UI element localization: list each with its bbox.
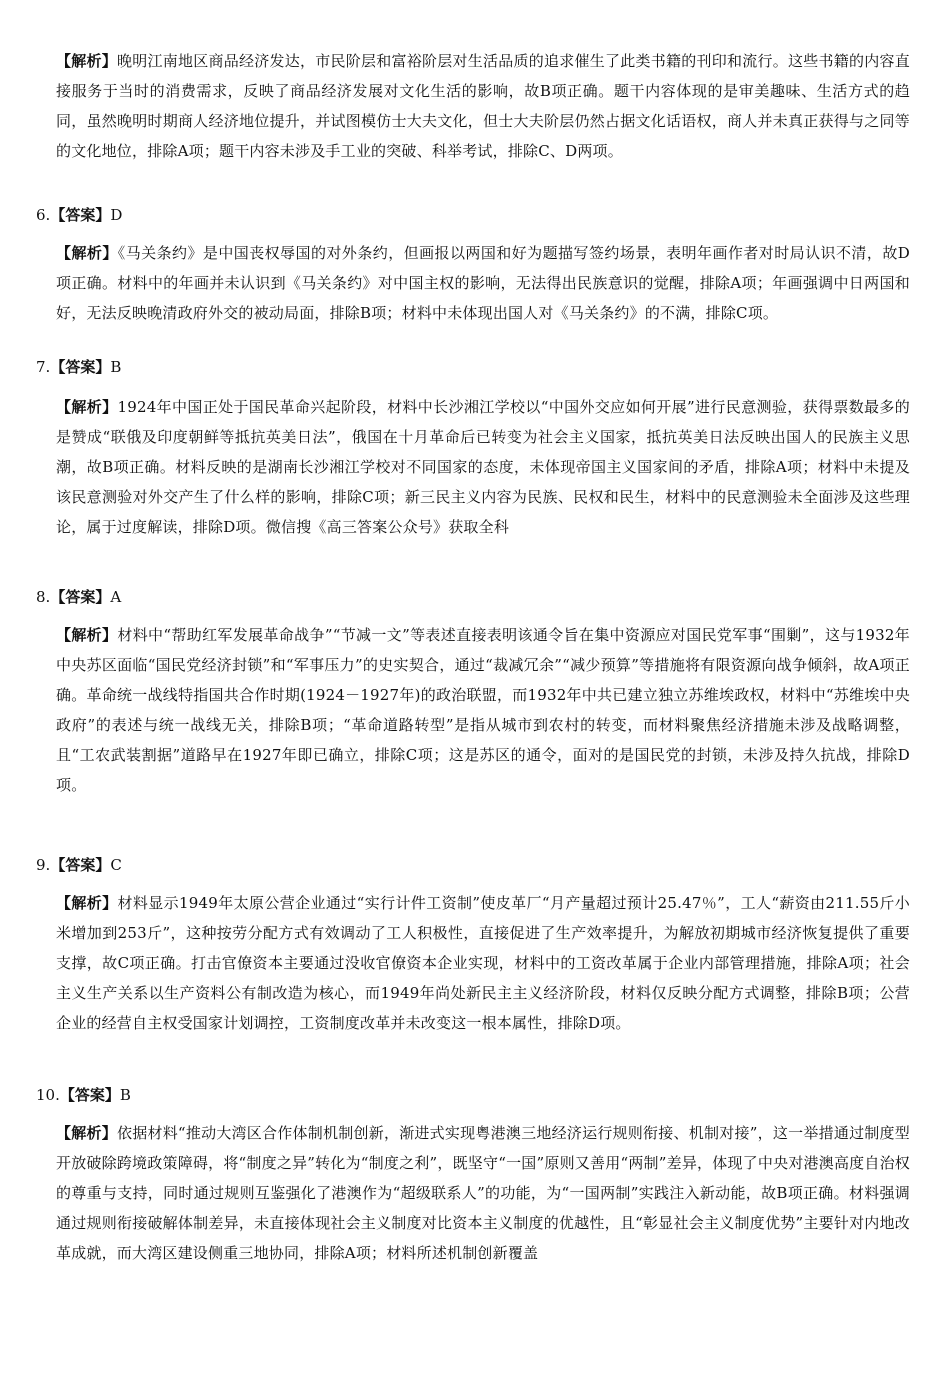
answer-value: A: [110, 588, 122, 606]
question-number: 10.: [36, 1086, 60, 1104]
answer-line-q8: [36, 586, 121, 608]
question-number: 7.: [36, 358, 51, 376]
analysis-label: 【解析】: [56, 52, 118, 70]
answer-label: 【答案】: [50, 206, 111, 224]
analysis-paragraph-q10: [56, 1118, 910, 1308]
question-number: 9.: [36, 856, 51, 874]
answer-label: 【答案】: [50, 856, 111, 874]
question-number: 8.: [36, 588, 51, 606]
analysis-paragraph-q7: [56, 392, 910, 582]
answer-value: D: [110, 206, 123, 224]
analysis-paragraph-q5: [56, 46, 910, 196]
analysis-paragraph-q8: [56, 620, 910, 850]
analysis-label: 【解析】: [56, 1124, 117, 1142]
analysis-text: 1924年中国正处于国民革命兴起阶段，材料中长沙湘江学校以“中国外交应如何开展”进行民意测验，获得票数最多的是赞成“联俄及印度朝鲜等抵抗英美日法”，俄国在十月革命后已转变为社会主义国家，抵抗英美日法反映出国人的民族主义思潮，故B项正确。材料反映的是湖南长沙湘江学校对不同国家的态度，未体现帝国主义国家间的矛盾，排除A项；材料中未提及该民意测验对外交产生了什么样的影响，排除C项；新三民主义内容为民族、民权和民生，材料中的民意测验未全面涉及这些理论，属于过度解读，排除D项。微信搜《高三答案公众号》获取全科: [56, 398, 910, 536]
analysis-label: 【解析】: [56, 398, 118, 416]
analysis-text: 依据材料“推动大湾区合作体制机制创新，渐进式实现粤港澳三地经济运行规则衔接、机制对接”，这一举措通过制度型开放破除跨境政策障碍，将“制度之异”转化为“制度之利”，既坚守“一国”原则又善用“两制”差异，体现了中央对港澳高度自治权的尊重与支持，同时通过规则互鉴强化了港澳作为“超级联系人”的功能，为“一国两制”实践注入新动能，故B项正确。材料强调通过规则衔接破解体制差异，未直接体现社会主义制度对比资本主义制度的优越性，且“彰显社会主义制度优势”主要针对内地改革成就，而大湾区建设侧重三地协同，排除A项；材料所述机制创新覆盖: [56, 1124, 910, 1262]
analysis-text: 材料显示1949年太原公营企业通过“实行计件工资制”使皮革厂“月产量超过预计25.47％”，工人“薪资由211.55斤小米增加到253斤”，这种按劳分配方式有效调动了工人积极性，直接促进了生产效率提升，为解放初期城市经济恢复提供了重要支撑，故C项正确。打击官僚资本主要通过没收官僚资本企业实现，材料中的工资改革属于企业内部管理措施，排除A项；社会主义生产关系以生产资料公有制改造为核心，而1949年尚处新民主主义经济阶段，材料仅反映分配方式调整，排除B项；公营企业的经营自主权受国家计划调控，工资制度改革并未改变这一根本属性，排除D项。: [56, 894, 910, 1032]
answer-value: C: [110, 856, 122, 874]
analysis-label: 【解析】: [56, 244, 118, 262]
answer-label: 【答案】: [50, 588, 111, 606]
answer-value: B: [119, 1086, 131, 1104]
analysis-text: 《马关条约》是中国丧权辱国的对外条约，但画报以两国和好为题描写签约场景，表明年画作者对时局认识不清，故D项正确。材料中的年画并未认识到《马关条约》对中国主权的影响，无法得出民族意识的觉醒，排除A项；年画强调中日两国和好，无法反映晚清政府外交的被动局面，排除B项；材料中未体现出国人对《马关条约》的不满，排除C项。: [56, 244, 910, 322]
answer-line-q6: [36, 204, 122, 226]
question-number: 6.: [36, 206, 51, 224]
analysis-label: 【解析】: [56, 894, 118, 912]
analysis-paragraph-q6: [56, 238, 910, 358]
answer-line-q9: [36, 854, 122, 876]
analysis-text: 材料中“帮助红军发展革命战争”“节减一文”等表述直接表明该通令旨在集中资源应对国民党军事“围剿”，这与1932年中央苏区面临“国民党经济封锁”和“军事压力”的史实契合，通过“裁减冗余”“减少预算”等措施将有限资源向战争倾斜，故A项正确。革命统一战线特指国共合作时期(1924－1927年)的政治联盟，而1932年中共已建立独立苏维埃政权，材料中“苏维埃中央政府”的表述与统一战线无关，排除B项；“革命道路转型”是指从城市到农村的转变，而材料聚焦经济措施未涉及战略调整，且“工农武装割据”道路早在1927年即已确立，排除C项；这是苏区的通令，面对的是国民党的封锁，未涉及持久抗战，排除D项。: [56, 626, 910, 794]
answer-label: 【答案】: [50, 358, 111, 376]
answer-label: 【答案】: [59, 1086, 120, 1104]
answer-line-q7: [36, 356, 121, 378]
analysis-text: 晚明江南地区商品经济发达，市民阶层和富裕阶层对生活品质的追求催生了此类书籍的刊印和流行。这些书籍的内容直接服务于当时的消费需求，反映了商品经济发展对文化生活的影响，故B项正确。题干内容体现的是审美趣味、生活方式的趋同，虽然晚明时期商人经济地位提升，并试图模仿士大夫文化，但士大夫阶层仍然占据文化话语权，商人并未真正获得与之同等的文化地位，排除A项；题干内容未涉及手工业的突破、科举考试，排除C、D两项。: [56, 52, 910, 160]
analysis-label: 【解析】: [56, 626, 118, 644]
analysis-paragraph-q9: [56, 888, 910, 1078]
answer-line-q10: [36, 1084, 131, 1106]
answer-value: B: [110, 358, 122, 376]
